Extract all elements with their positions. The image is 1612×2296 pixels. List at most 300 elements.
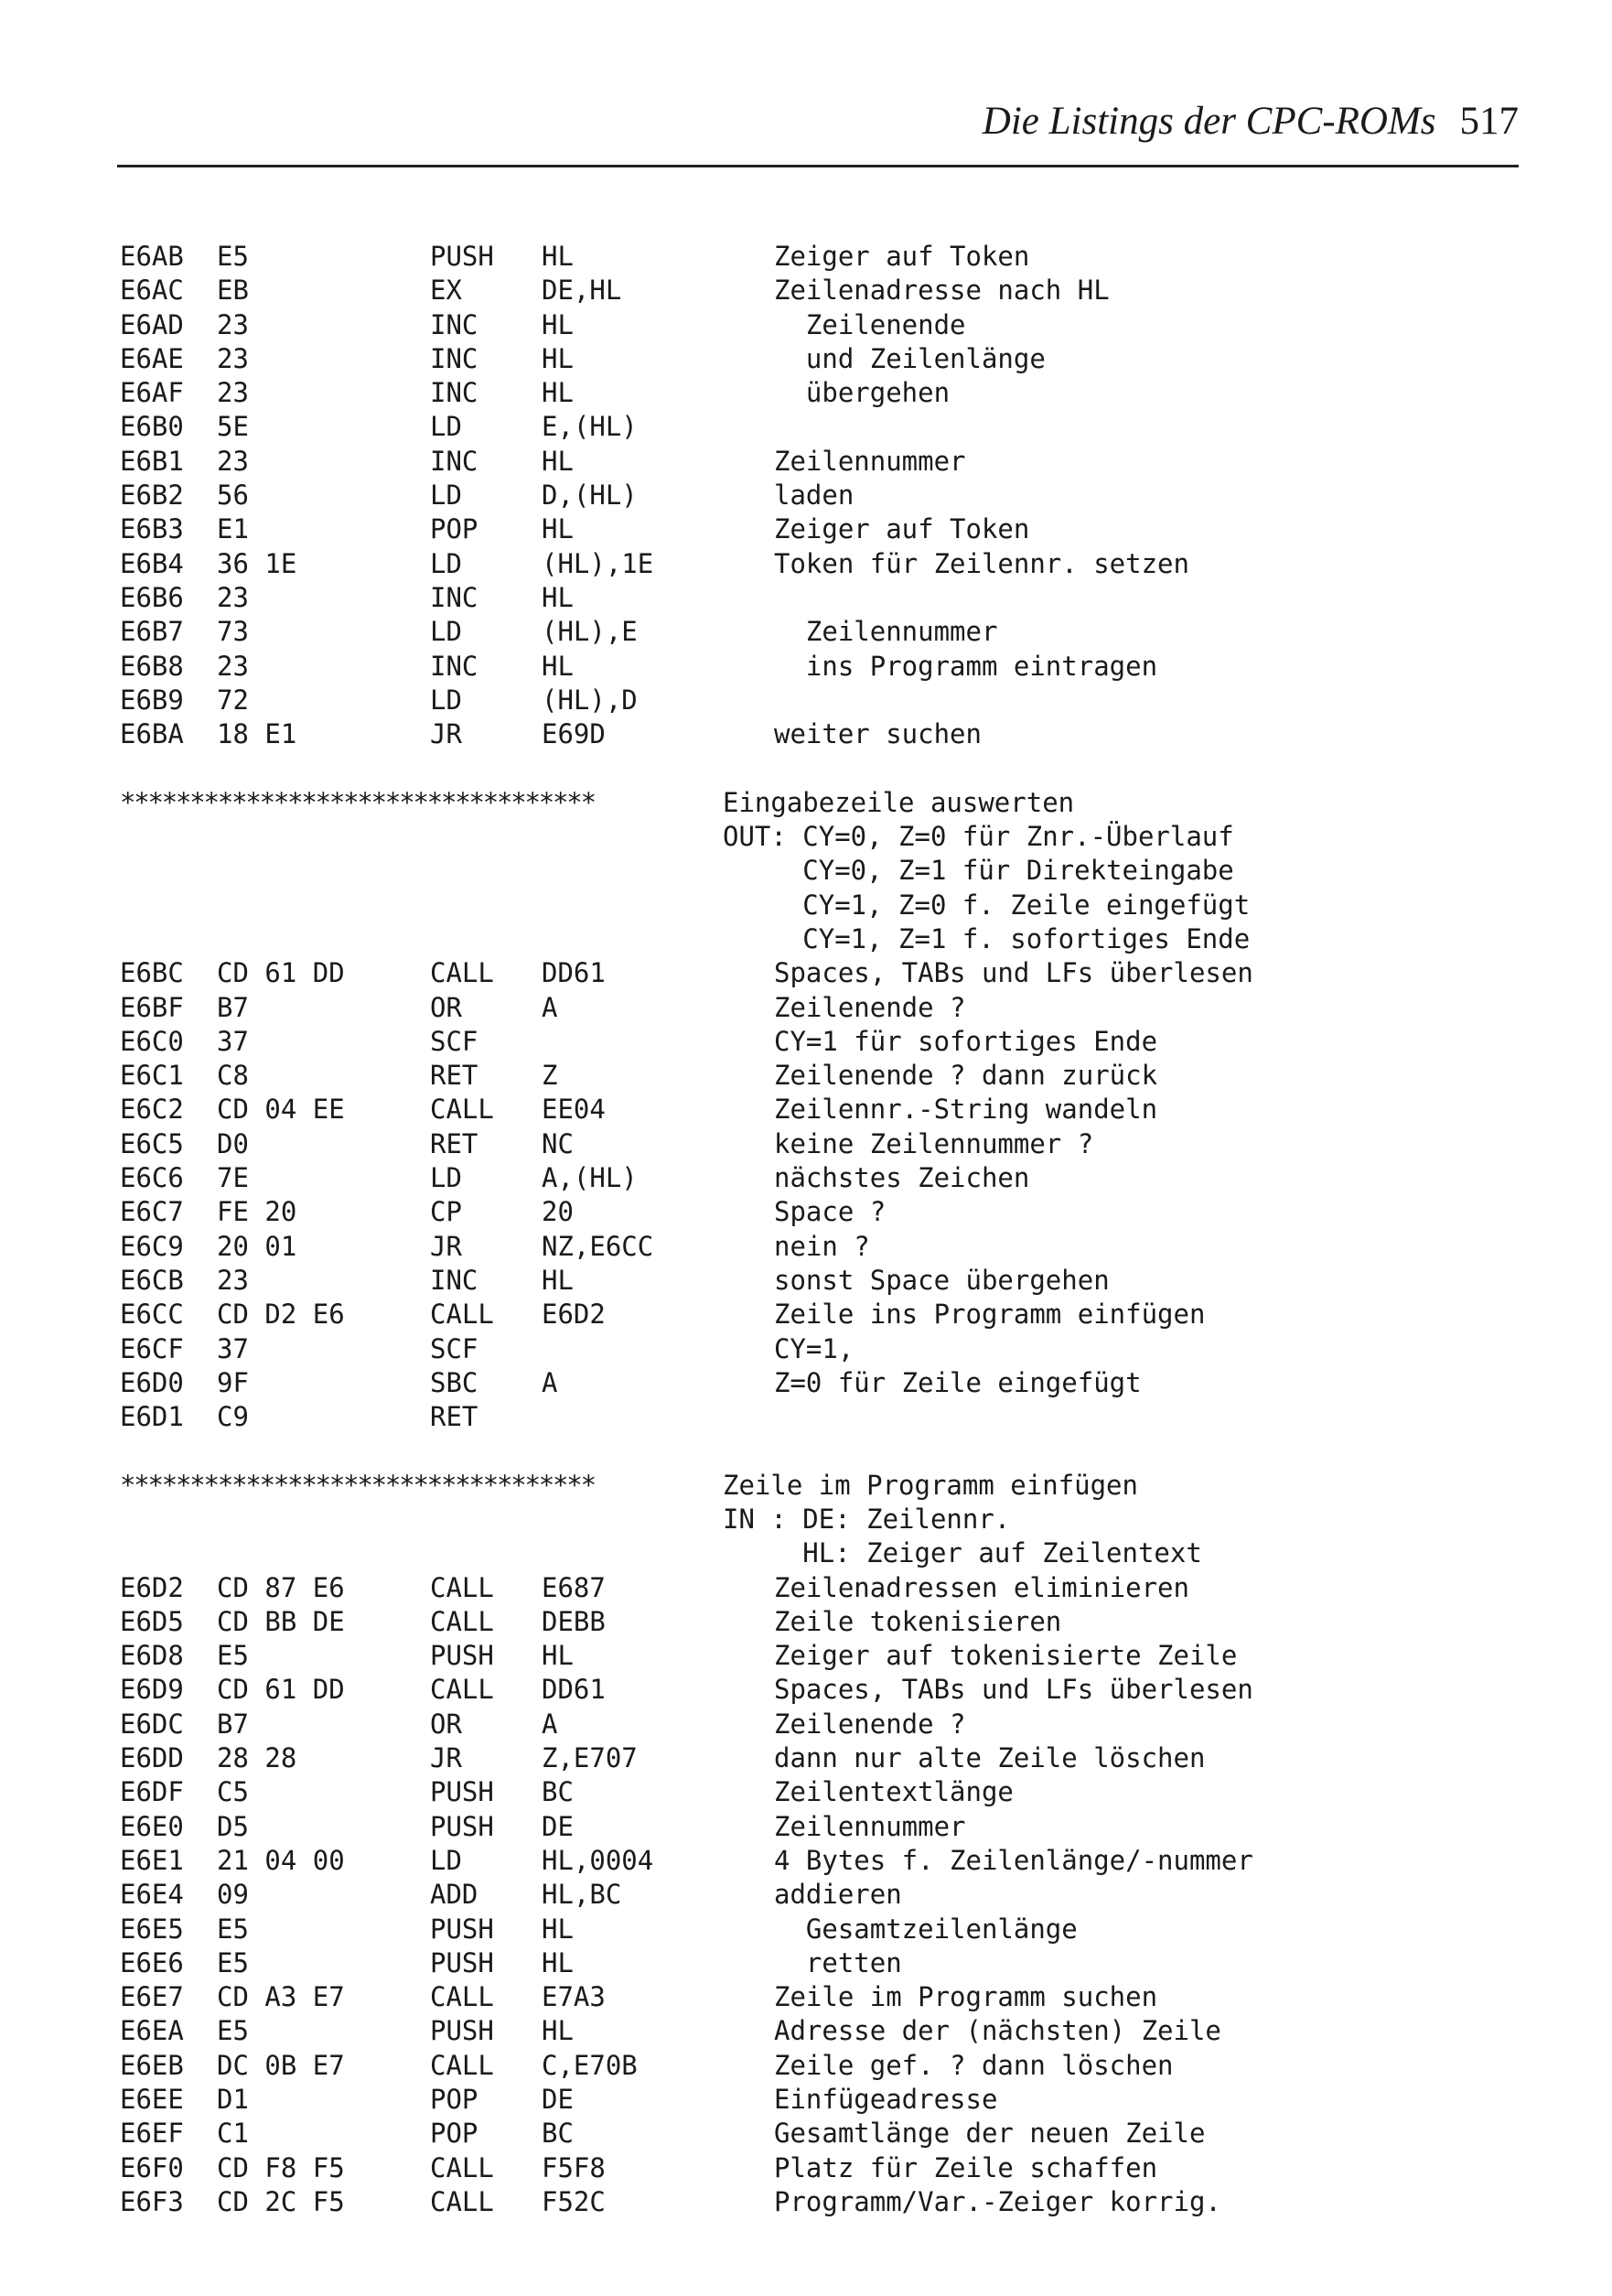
listing-row xyxy=(0,1980,1612,2014)
listing-row xyxy=(0,1400,1612,1434)
operand: 20 xyxy=(542,1196,574,1228)
address: E6DF xyxy=(120,1776,184,1808)
listing-row xyxy=(0,1878,1612,1912)
mnemonic: PUSH xyxy=(430,1776,494,1808)
comment: nächstes Zeichen xyxy=(774,1162,1030,1194)
operand: E69D xyxy=(542,718,606,750)
comment: Zeile ins Programm einfügen xyxy=(774,1299,1206,1331)
mnemonic: LD xyxy=(430,480,462,512)
comment: Zeilennummer xyxy=(774,1810,966,1842)
mnemonic: CALL xyxy=(430,2185,494,2217)
mnemonic: CALL xyxy=(430,957,494,989)
operand: HL xyxy=(542,581,574,613)
address: E6B1 xyxy=(120,445,184,477)
address: E6E4 xyxy=(120,1879,184,1911)
mnemonic: INC xyxy=(430,445,478,477)
opcode-bytes: CD A3 E7 xyxy=(217,1981,345,2013)
opcode-bytes: CD 61 DD xyxy=(217,1674,345,1706)
mnemonic: CALL xyxy=(430,1094,494,1126)
opcode-bytes: EB xyxy=(217,275,249,307)
listing-row xyxy=(0,1298,1612,1331)
operand: A xyxy=(542,1366,558,1398)
address: E6DD xyxy=(120,1742,184,1774)
address: E6C2 xyxy=(120,1094,184,1126)
comment: sonst Space übergehen xyxy=(774,1264,1110,1296)
listing-row xyxy=(0,1913,1612,1946)
operand: HL xyxy=(542,308,574,340)
mnemonic: PUSH xyxy=(430,1913,494,1945)
operand: DE,HL xyxy=(542,275,622,307)
address: E6AD xyxy=(120,308,184,340)
opcode-bytes: DC 0B E7 xyxy=(217,2049,345,2081)
section-header xyxy=(0,786,1612,820)
address: E6EA xyxy=(120,2015,184,2047)
address: E6B9 xyxy=(120,684,184,716)
operand: DE xyxy=(542,2084,574,2116)
address: E6EF xyxy=(120,2118,184,2150)
mnemonic: PUSH xyxy=(430,241,494,272)
opcode-bytes: E5 xyxy=(217,1946,249,1978)
operand: HL,BC xyxy=(542,1879,622,1911)
section-header-line xyxy=(0,1536,1612,1570)
comment: Zeilenende ? xyxy=(774,1708,966,1740)
listing-row xyxy=(0,376,1612,410)
opcode-bytes: CD F8 F5 xyxy=(217,2151,345,2183)
comment: Zeilennr.-String wandeln xyxy=(774,1094,1158,1126)
comment: Zeilenende ? dann zurück xyxy=(774,1060,1158,1092)
comment: keine Zeilennummer ? xyxy=(774,1127,1094,1159)
operand: E,(HL) xyxy=(542,411,638,443)
operand: Z,E707 xyxy=(542,1742,638,1774)
address: E6CB xyxy=(120,1264,184,1296)
mnemonic: INC xyxy=(430,377,478,409)
spacer xyxy=(0,751,1612,785)
comment: Gesamtzeilenlänge xyxy=(774,1913,1078,1945)
opcode-bytes: C8 xyxy=(217,1060,249,1092)
mnemonic: PUSH xyxy=(430,2015,494,2047)
mnemonic: ADD xyxy=(430,1879,478,1911)
address: E6B3 xyxy=(120,513,184,545)
mnemonic: LD xyxy=(430,1844,462,1876)
section-note: IN : DE: Zeilennr. xyxy=(723,1503,1011,1535)
comment: Zeilennummer xyxy=(774,445,966,477)
separator-stars: ********************************** xyxy=(120,786,595,818)
mnemonic: OR xyxy=(430,1708,462,1740)
comment: CY=1 für sofortiges Ende xyxy=(774,1025,1158,1057)
opcode-bytes: 36 1E xyxy=(217,547,297,579)
comment: Zeilenadresse nach HL xyxy=(774,275,1110,307)
listing-row xyxy=(0,1332,1612,1366)
section-header-line xyxy=(0,922,1612,956)
mnemonic: CALL xyxy=(430,1981,494,2013)
opcode-bytes: 20 01 xyxy=(217,1230,297,1262)
listing-row xyxy=(0,1844,1612,1878)
address: E6C9 xyxy=(120,1230,184,1262)
comment: Space ? xyxy=(774,1196,887,1228)
listing-row xyxy=(0,547,1612,581)
opcode-bytes: 18 E1 xyxy=(217,718,297,750)
listing-row xyxy=(0,512,1612,546)
address: E6D1 xyxy=(120,1401,184,1433)
opcode-bytes: D1 xyxy=(217,2084,249,2116)
comment: Zeiger auf tokenisierte Zeile xyxy=(774,1640,1238,1672)
spacer xyxy=(0,1434,1612,1468)
address: E6C6 xyxy=(120,1162,184,1194)
listing-row xyxy=(0,1127,1612,1161)
address: E6DC xyxy=(120,1708,184,1740)
opcode-bytes: 7E xyxy=(217,1162,249,1194)
listing-row xyxy=(0,1741,1612,1775)
operand: HL xyxy=(542,445,574,477)
listing-row xyxy=(0,1571,1612,1605)
opcode-bytes: 28 28 xyxy=(217,1742,297,1774)
address: E6F3 xyxy=(120,2185,184,2217)
address: E6C7 xyxy=(120,1196,184,1228)
operand: DEBB xyxy=(542,1605,606,1637)
listing-row xyxy=(0,991,1612,1025)
operand: HL xyxy=(542,342,574,374)
address: E6AE xyxy=(120,342,184,374)
opcode-bytes: C1 xyxy=(217,2118,249,2150)
address: E6CC xyxy=(120,1299,184,1331)
opcode-bytes: CD D2 E6 xyxy=(217,1299,345,1331)
mnemonic: LD xyxy=(430,547,462,579)
section-header-line xyxy=(0,889,1612,922)
opcode-bytes: E5 xyxy=(217,241,249,272)
listing-row xyxy=(0,1161,1612,1195)
listing-row xyxy=(0,410,1612,444)
comment: retten xyxy=(774,1946,902,1978)
address: E6D9 xyxy=(120,1674,184,1706)
opcode-bytes: B7 xyxy=(217,1708,249,1740)
operand: HL xyxy=(542,377,574,409)
address: E6CF xyxy=(120,1332,184,1364)
mnemonic: CALL xyxy=(430,1299,494,1331)
opcode-bytes: D5 xyxy=(217,1810,249,1842)
operand: (HL),D xyxy=(542,684,638,716)
opcode-bytes: C9 xyxy=(217,1401,249,1433)
opcode-bytes: CD BB DE xyxy=(217,1605,345,1637)
mnemonic: LD xyxy=(430,1162,462,1194)
listing-row xyxy=(0,445,1612,479)
comment: Token für Zeilennr. setzen xyxy=(774,547,1189,579)
listing-row xyxy=(0,956,1612,990)
operand: (HL),1E xyxy=(542,547,654,579)
listing-row xyxy=(0,1195,1612,1229)
listing-row xyxy=(0,1025,1612,1059)
section-title: Zeile im Programm einfügen xyxy=(723,1469,1138,1501)
assembly-listing xyxy=(0,240,1612,2219)
operand: D,(HL) xyxy=(542,480,638,512)
page-header xyxy=(117,99,1519,165)
mnemonic: CALL xyxy=(430,1674,494,1706)
operand: E6D2 xyxy=(542,1299,606,1331)
address: E6B4 xyxy=(120,547,184,579)
listing-row xyxy=(0,479,1612,512)
listing-row xyxy=(0,1230,1612,1264)
listing-row xyxy=(0,717,1612,751)
section-note: CY=0, Z=1 für Direkteingabe xyxy=(723,855,1234,887)
section-header xyxy=(0,1469,1612,1503)
mnemonic: CALL xyxy=(430,1605,494,1637)
opcode-bytes: 23 xyxy=(217,581,249,613)
operand: DD61 xyxy=(542,1674,606,1706)
section-title: Eingabezeile auswerten xyxy=(723,786,1075,818)
comment: dann nur alte Zeile löschen xyxy=(774,1742,1206,1774)
mnemonic: JR xyxy=(430,1742,462,1774)
opcode-bytes: 73 xyxy=(217,616,249,648)
address: E6EE xyxy=(120,2084,184,2116)
opcode-bytes: B7 xyxy=(217,991,249,1023)
section-note: HL: Zeiger auf Zeilentext xyxy=(723,1537,1202,1569)
section-header-line xyxy=(0,854,1612,888)
mnemonic: LD xyxy=(430,616,462,648)
listing-row xyxy=(0,1605,1612,1639)
address: E6D2 xyxy=(120,1571,184,1603)
listing-row xyxy=(0,342,1612,376)
operand: Z xyxy=(542,1060,558,1092)
mnemonic: EX xyxy=(430,275,462,307)
mnemonic: PUSH xyxy=(430,1640,494,1672)
section-note: OUT: CY=0, Z=0 für Znr.-Überlauf xyxy=(723,821,1234,853)
listing-row xyxy=(0,1708,1612,1741)
opcode-bytes: 23 xyxy=(217,445,249,477)
comment: 4 Bytes f. Zeilenlänge/-nummer xyxy=(774,1844,1253,1876)
address: E6F0 xyxy=(120,2151,184,2183)
listing-row xyxy=(0,1059,1612,1093)
comment: Zeilennummer xyxy=(774,616,998,648)
operand: E687 xyxy=(542,1571,606,1603)
opcode-bytes: CD 61 DD xyxy=(217,957,345,989)
mnemonic: INC xyxy=(430,650,478,682)
address: E6E1 xyxy=(120,1844,184,1876)
mnemonic: JR xyxy=(430,718,462,750)
operand: HL xyxy=(542,2015,574,2047)
listing-row xyxy=(0,2049,1612,2083)
operand: HL xyxy=(542,1640,574,1672)
section-note: CY=1, Z=0 f. Zeile eingefügt xyxy=(723,889,1251,921)
mnemonic: SBC xyxy=(430,1366,478,1398)
address: E6D0 xyxy=(120,1366,184,1398)
address: E6D8 xyxy=(120,1640,184,1672)
comment: Spaces, TABs und LFs überlesen xyxy=(774,957,1253,989)
comment: CY=1, xyxy=(774,1332,854,1364)
section-header-line xyxy=(0,820,1612,854)
mnemonic: POP xyxy=(430,2118,478,2150)
opcode-bytes: C5 xyxy=(217,1776,249,1808)
operand: HL xyxy=(542,650,574,682)
running-header-title: Die Listings der CPC-ROMs xyxy=(982,100,1436,143)
comment: weiter suchen xyxy=(774,718,982,750)
mnemonic: CP xyxy=(430,1196,462,1228)
operand: A xyxy=(542,991,558,1023)
operand: NC xyxy=(542,1127,574,1159)
mnemonic: INC xyxy=(430,1264,478,1296)
comment: Z=0 für Zeile eingefügt xyxy=(774,1366,1142,1398)
address: E6AC xyxy=(120,275,184,307)
mnemonic: CALL xyxy=(430,2151,494,2183)
comment: Zeilenadressen eliminieren xyxy=(774,1571,1189,1603)
mnemonic: RET xyxy=(430,1127,478,1159)
operand: A,(HL) xyxy=(542,1162,638,1194)
address: E6BA xyxy=(120,718,184,750)
opcode-bytes: 09 xyxy=(217,1879,249,1911)
comment: Spaces, TABs und LFs überlesen xyxy=(774,1674,1253,1706)
operand: HL xyxy=(542,513,574,545)
address: E6B8 xyxy=(120,650,184,682)
comment: Platz für Zeile schaffen xyxy=(774,2151,1158,2183)
comment: übergehen xyxy=(774,377,951,409)
listing-row xyxy=(0,2117,1612,2150)
mnemonic: POP xyxy=(430,2084,478,2116)
mnemonic: INC xyxy=(430,342,478,374)
comment: Einfügeadresse xyxy=(774,2084,998,2116)
mnemonic: POP xyxy=(430,513,478,545)
operand: DD61 xyxy=(542,957,606,989)
opcode-bytes: 23 xyxy=(217,308,249,340)
operand: C,E70B xyxy=(542,2049,638,2081)
operand: BC xyxy=(542,1776,574,1808)
listing-row xyxy=(0,1946,1612,1980)
operand: HL xyxy=(542,1913,574,1945)
mnemonic: SCF xyxy=(430,1025,478,1057)
opcode-bytes: CD 04 EE xyxy=(217,1094,345,1126)
comment: Zeilenende xyxy=(774,308,966,340)
listing-row xyxy=(0,274,1612,307)
mnemonic: INC xyxy=(430,581,478,613)
address: E6AF xyxy=(120,377,184,409)
mnemonic: PUSH xyxy=(430,1810,494,1842)
opcode-bytes: 23 xyxy=(217,650,249,682)
section-note: CY=1, Z=1 f. sofortiges Ende xyxy=(723,922,1251,954)
opcode-bytes: 37 xyxy=(217,1332,249,1364)
listing-row xyxy=(0,1775,1612,1809)
operand: HL xyxy=(542,1946,574,1978)
opcode-bytes: FE 20 xyxy=(217,1196,297,1228)
operand: (HL),E xyxy=(542,616,638,648)
address: E6C1 xyxy=(120,1060,184,1092)
address: E6B0 xyxy=(120,411,184,443)
opcode-bytes: E5 xyxy=(217,1913,249,1945)
comment: Zeilenende ? xyxy=(774,991,966,1023)
mnemonic: LD xyxy=(430,411,462,443)
comment: ins Programm eintragen xyxy=(774,650,1158,682)
listing-row xyxy=(0,2151,1612,2185)
running-header xyxy=(983,99,1519,144)
operand: NZ,E6CC xyxy=(542,1230,654,1262)
address: E6B2 xyxy=(120,480,184,512)
operand: HL xyxy=(542,241,574,272)
comment: nein ? xyxy=(774,1230,870,1262)
address: E6D5 xyxy=(120,1605,184,1637)
opcode-bytes: E1 xyxy=(217,513,249,545)
listing-row xyxy=(0,650,1612,684)
comment: Zeile gef. ? dann löschen xyxy=(774,2049,1174,2081)
address: E6E0 xyxy=(120,1810,184,1842)
mnemonic: CALL xyxy=(430,1571,494,1603)
listing-row xyxy=(0,615,1612,649)
address: E6E6 xyxy=(120,1946,184,1978)
section-header-line xyxy=(0,1503,1612,1536)
listing-row xyxy=(0,1264,1612,1298)
opcode-bytes: 23 xyxy=(217,377,249,409)
opcode-bytes: 23 xyxy=(217,1264,249,1296)
address: E6BC xyxy=(120,957,184,989)
address: E6BF xyxy=(120,991,184,1023)
comment: Zeile im Programm suchen xyxy=(774,1981,1158,2013)
opcode-bytes: 5E xyxy=(217,411,249,443)
comment: Zeilentextlänge xyxy=(774,1776,1014,1808)
operand: HL,0004 xyxy=(542,1844,654,1876)
listing-row xyxy=(0,1366,1612,1400)
opcode-bytes: 37 xyxy=(217,1025,249,1057)
mnemonic: INC xyxy=(430,308,478,340)
opcode-bytes: 56 xyxy=(217,480,249,512)
mnemonic: RET xyxy=(430,1060,478,1092)
address: E6AB xyxy=(120,241,184,272)
address: E6C0 xyxy=(120,1025,184,1057)
operand: DE xyxy=(542,1810,574,1842)
mnemonic: RET xyxy=(430,1401,478,1433)
mnemonic: LD xyxy=(430,684,462,716)
operand: F5F8 xyxy=(542,2151,606,2183)
opcode-bytes: 23 xyxy=(217,342,249,374)
comment: Zeiger auf Token xyxy=(774,513,1030,545)
listing-row xyxy=(0,2014,1612,2048)
address: E6E5 xyxy=(120,1913,184,1945)
mnemonic: OR xyxy=(430,991,462,1023)
address: E6EB xyxy=(120,2049,184,2081)
opcode-bytes: CD 87 E6 xyxy=(217,1571,345,1603)
listing-row xyxy=(0,2083,1612,2117)
address: E6B7 xyxy=(120,616,184,648)
listing-row xyxy=(0,240,1612,274)
address: E6E7 xyxy=(120,1981,184,2013)
listing-row xyxy=(0,2185,1612,2219)
mnemonic: SCF xyxy=(430,1332,478,1364)
operand: F52C xyxy=(542,2185,606,2217)
listing-row xyxy=(0,581,1612,615)
operand: E7A3 xyxy=(542,1981,606,2013)
opcode-bytes: E5 xyxy=(217,1640,249,1672)
comment: laden xyxy=(774,480,854,512)
listing-row xyxy=(0,1810,1612,1844)
operand: BC xyxy=(542,2118,574,2150)
listing-row xyxy=(0,684,1612,717)
header-rule xyxy=(117,165,1519,167)
comment: Zeiger auf Token xyxy=(774,241,1030,272)
comment: und Zeilenlänge xyxy=(774,342,1046,374)
listing-row xyxy=(0,1673,1612,1707)
mnemonic: PUSH xyxy=(430,1946,494,1978)
comment: Programm/Var.-Zeiger korrig. xyxy=(774,2185,1221,2217)
page-number: 517 xyxy=(1459,100,1519,143)
listing-row xyxy=(0,1093,1612,1126)
operand: A xyxy=(542,1708,558,1740)
address: E6C5 xyxy=(120,1127,184,1159)
opcode-bytes: 21 04 00 xyxy=(217,1844,345,1876)
mnemonic: CALL xyxy=(430,2049,494,2081)
opcode-bytes: D0 xyxy=(217,1127,249,1159)
operand: EE04 xyxy=(542,1094,606,1126)
listing-row xyxy=(0,308,1612,342)
comment: Adresse der (nächsten) Zeile xyxy=(774,2015,1221,2047)
operand: HL xyxy=(542,1264,574,1296)
comment: addieren xyxy=(774,1879,902,1911)
opcode-bytes: CD 2C F5 xyxy=(217,2185,345,2217)
opcode-bytes: 9F xyxy=(217,1366,249,1398)
opcode-bytes: E5 xyxy=(217,2015,249,2047)
